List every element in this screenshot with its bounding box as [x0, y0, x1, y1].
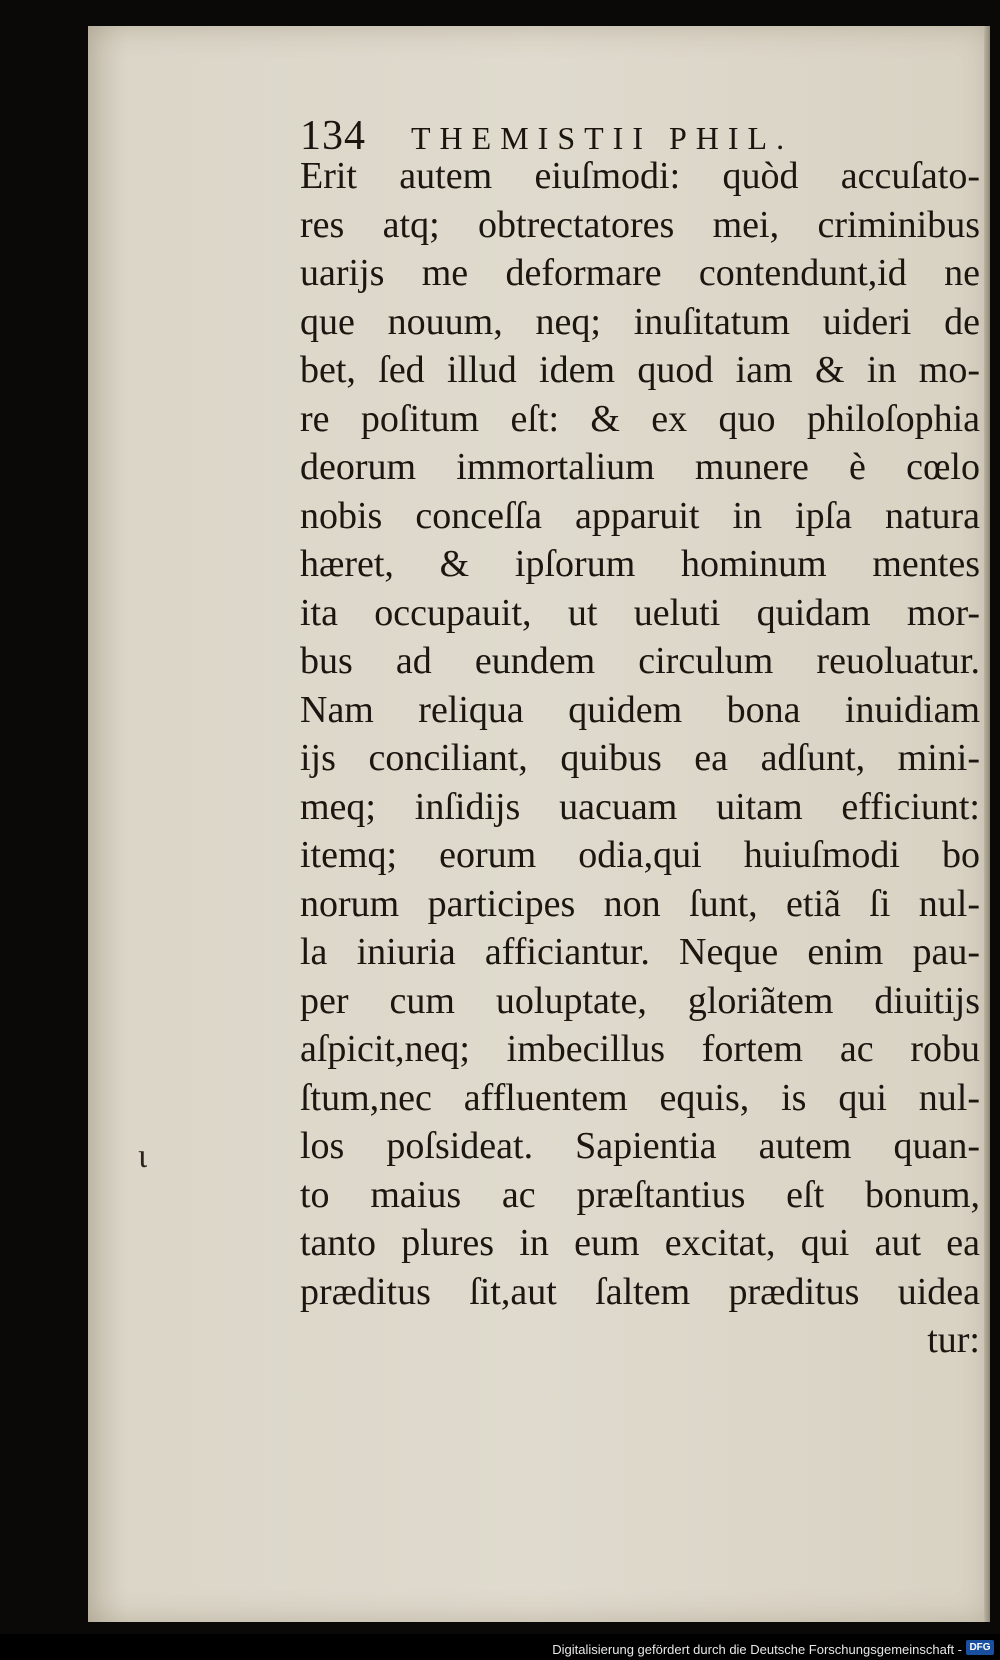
text-line: Nam reliqua quidem bona inuidiam [300, 688, 980, 731]
text-line: ſtum,nec affluentem equis, is qui nul- [300, 1076, 980, 1119]
running-title: THEMISTII PHIL. [411, 120, 794, 156]
text-line: bet, ſed illud idem quod iam & in mo- [300, 349, 980, 391]
page-number: 134 [300, 113, 366, 159]
footer-bar [0, 1634, 1000, 1660]
text-line: hæret, & ipſorum hominum mentes [300, 543, 980, 585]
text-line: meq; inſidijs uacuam uitam efficiunt: [300, 785, 980, 828]
text-line: deorum immortalium munere è cœlo [300, 446, 980, 488]
digitization-credit: Digitalisierung gefördert durch die Deutsche Forschungsgemeinschaft - [552, 1642, 962, 1657]
text-line: tanto plures in eum excitat, qui aut ea [300, 1222, 980, 1264]
text-block [300, 152, 980, 1365]
text-line: re poſitum eſt: & ex quo philoſophia [300, 397, 980, 440]
text-line: que nouum, neq; inuſitatum uideri de [300, 300, 980, 343]
text-line: los poſsideat. Sapientia autem quan- [300, 1125, 980, 1167]
text-line: ita occupauit, ut ueluti quidam mor- [300, 591, 980, 634]
text-line: per cum uoluptate, gloriãtem diuitijs [300, 979, 980, 1022]
catchword-line: tur: [927, 1319, 980, 1361]
text-line: bus ad eundem circulum reuoluatur. [300, 640, 980, 682]
text-line: præditus ſit,aut ſaltem præditus uidea [300, 1270, 980, 1313]
text-line: itemq; eorum odia,qui huiuſmodi bo [300, 834, 980, 876]
page-edge [984, 26, 990, 1622]
text-line: nobis conceſſa apparuit in ipſa natura [300, 494, 980, 537]
text-line: aſpicit,neq; imbecillus fortem ac robu [300, 1028, 980, 1070]
text-line: ijs conciliant, quibus ea adſunt, mini- [300, 737, 980, 779]
text-line: la iniuria afficiantur. Neque enim pau- [300, 931, 980, 973]
text-line: res atq; obtrectatores mei, criminibus [300, 203, 980, 246]
text-line: Erit autem eiuſmodi: quòd accuſato- [300, 155, 980, 197]
dfg-logo-icon: DFG [966, 1640, 994, 1655]
margin-mark: ɩ [138, 1138, 148, 1175]
text-line: norum participes non ſunt, etiã ſi nul- [300, 882, 980, 925]
text-line: uariјs me deformare contendunt,id ne [300, 252, 980, 294]
text-line: to maius ac præſtantius eſt bonum, [300, 1173, 980, 1216]
